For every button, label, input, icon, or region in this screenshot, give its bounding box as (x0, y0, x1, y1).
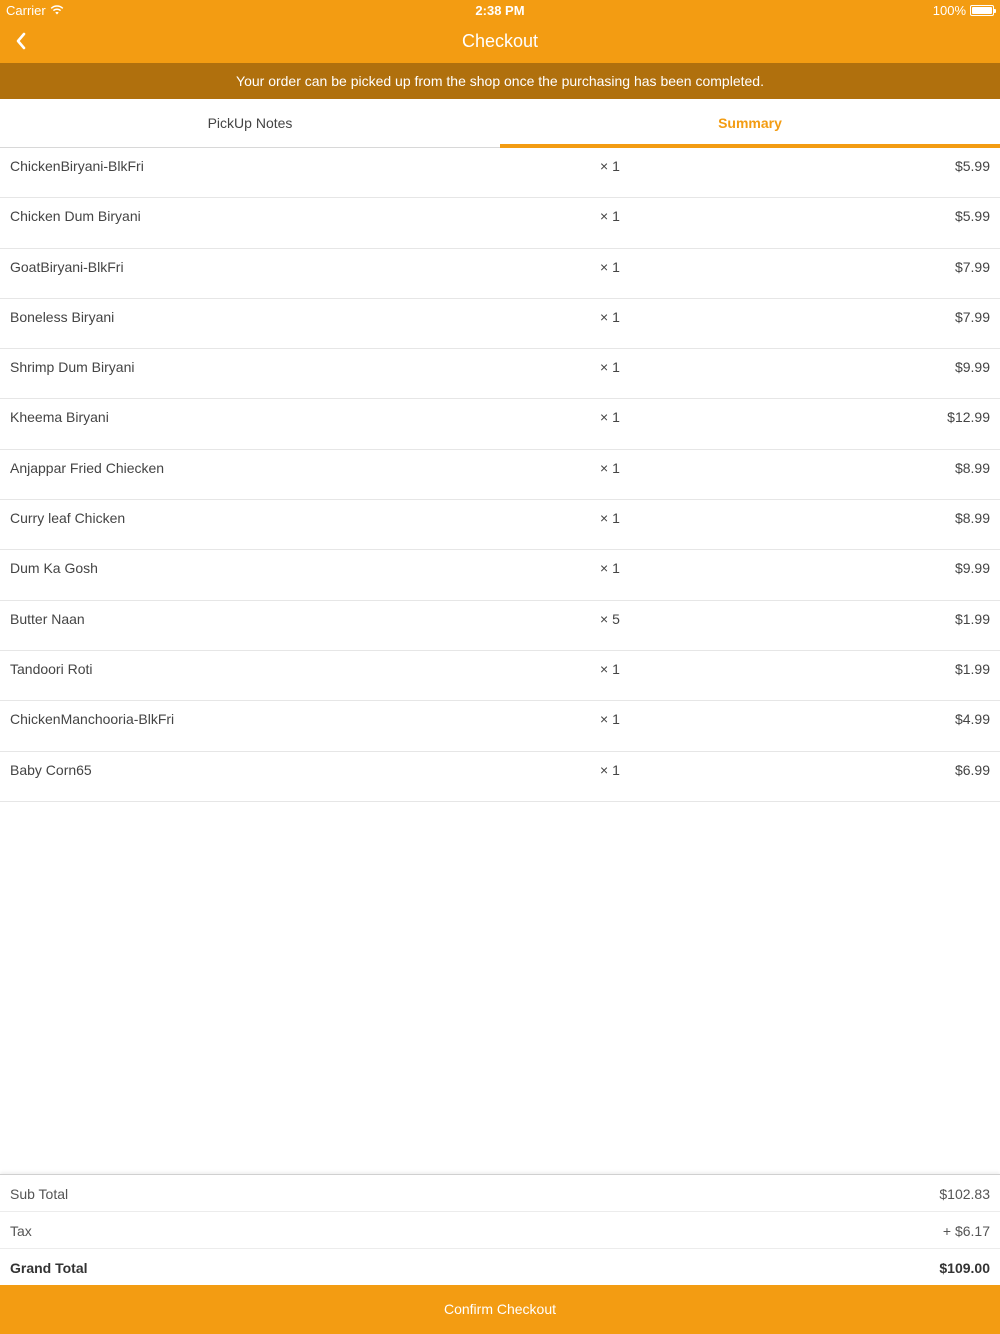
tab-pickup-notes-label: PickUp Notes (207, 115, 293, 131)
item-name: GoatBiryani-BlkFri (10, 258, 124, 275)
list-item (0, 752, 1000, 802)
list-item (0, 550, 1000, 600)
list-item (0, 701, 1000, 751)
grand-total-row (0, 1249, 1000, 1286)
item-name: Anjappar Fried Chiecken (10, 459, 165, 476)
status-time: 2:38 PM (475, 3, 525, 18)
battery-percent: 100% (932, 3, 966, 18)
page-title: Checkout (461, 31, 539, 51)
list-item (0, 349, 1000, 399)
order-items-list (0, 148, 1000, 802)
confirm-checkout-button[interactable]: Confirm Checkout (0, 1285, 1000, 1334)
status-bar (0, 0, 1000, 20)
list-item (0, 399, 1000, 449)
item-name: Shrimp Dum Biryani (10, 359, 135, 376)
item-quantity: × 1 (600, 208, 620, 225)
item-quantity: × 1 (600, 158, 620, 174)
carrier-label: Carrier (6, 3, 46, 18)
item-quantity: × 5 (600, 610, 620, 627)
item-price: $1.99 (954, 660, 990, 677)
list-item (0, 651, 1000, 701)
list-item (0, 601, 1000, 651)
grand-total-label: Grand Total (10, 1260, 88, 1276)
battery-icon (970, 5, 994, 16)
item-quantity: × 1 (600, 258, 620, 275)
list-item (0, 299, 1000, 349)
item-quantity: × 1 (600, 711, 620, 728)
tab-bar (0, 99, 1000, 148)
list-item (0, 249, 1000, 299)
item-quantity: × 1 (600, 560, 620, 577)
tab-summary-label: Summary (718, 115, 782, 131)
item-price: $1.99 (954, 610, 990, 627)
item-price: $9.99 (954, 359, 990, 376)
item-price: $5.99 (954, 208, 990, 225)
item-quantity: × 1 (600, 510, 620, 527)
grand-total-value: $109.00 (939, 1260, 990, 1276)
item-name: Curry leaf Chicken (10, 510, 126, 527)
pickup-info-banner: Your order can be picked up from the shop once the purchasing has been completed. (0, 63, 1000, 99)
order-totals (0, 1174, 1000, 1286)
item-price: $6.99 (954, 761, 990, 778)
item-price: $5.99 (954, 158, 990, 174)
item-name: Dum Ka Gosh (10, 560, 98, 577)
item-price: $7.99 (954, 308, 990, 325)
tab-summary[interactable] (500, 99, 1000, 147)
item-quantity: × 1 (600, 761, 620, 778)
item-name: Kheema Biryani (10, 409, 109, 426)
item-name: ChickenManchooria-BlkFri (10, 711, 175, 728)
item-name: Butter Naan (10, 610, 85, 627)
item-quantity: × 1 (600, 359, 620, 376)
item-price: $9.99 (954, 560, 990, 577)
list-item (0, 148, 1000, 198)
item-name: Tandoori Roti (10, 660, 93, 677)
subtotal-row (0, 1175, 1000, 1212)
item-price: $7.99 (954, 258, 990, 275)
list-item (0, 198, 1000, 248)
item-name: Boneless Biryani (10, 308, 115, 325)
item-name: Baby Corn65 (10, 761, 92, 778)
item-quantity: × 1 (600, 308, 620, 325)
item-price: $4.99 (954, 711, 990, 728)
tax-row (0, 1212, 1000, 1249)
item-name: ChickenBiryani-BlkFri (10, 158, 144, 174)
subtotal-label: Sub Total (10, 1186, 69, 1202)
item-quantity: × 1 (600, 409, 620, 426)
tax-label: Tax (10, 1223, 32, 1239)
item-quantity: × 1 (600, 660, 620, 677)
tab-pickup-notes[interactable] (0, 99, 500, 147)
item-price: $8.99 (954, 510, 990, 527)
item-quantity: × 1 (600, 459, 620, 476)
list-item (0, 500, 1000, 550)
subtotal-value: $102.83 (939, 1186, 990, 1202)
status-right (933, 3, 994, 18)
item-name: Chicken Dum Biryani (10, 208, 141, 225)
list-item (0, 450, 1000, 500)
item-price: $12.99 (947, 409, 990, 426)
nav-bar (0, 20, 1000, 63)
item-price: $8.99 (954, 459, 990, 476)
tax-value: + $6.17 (942, 1223, 990, 1239)
